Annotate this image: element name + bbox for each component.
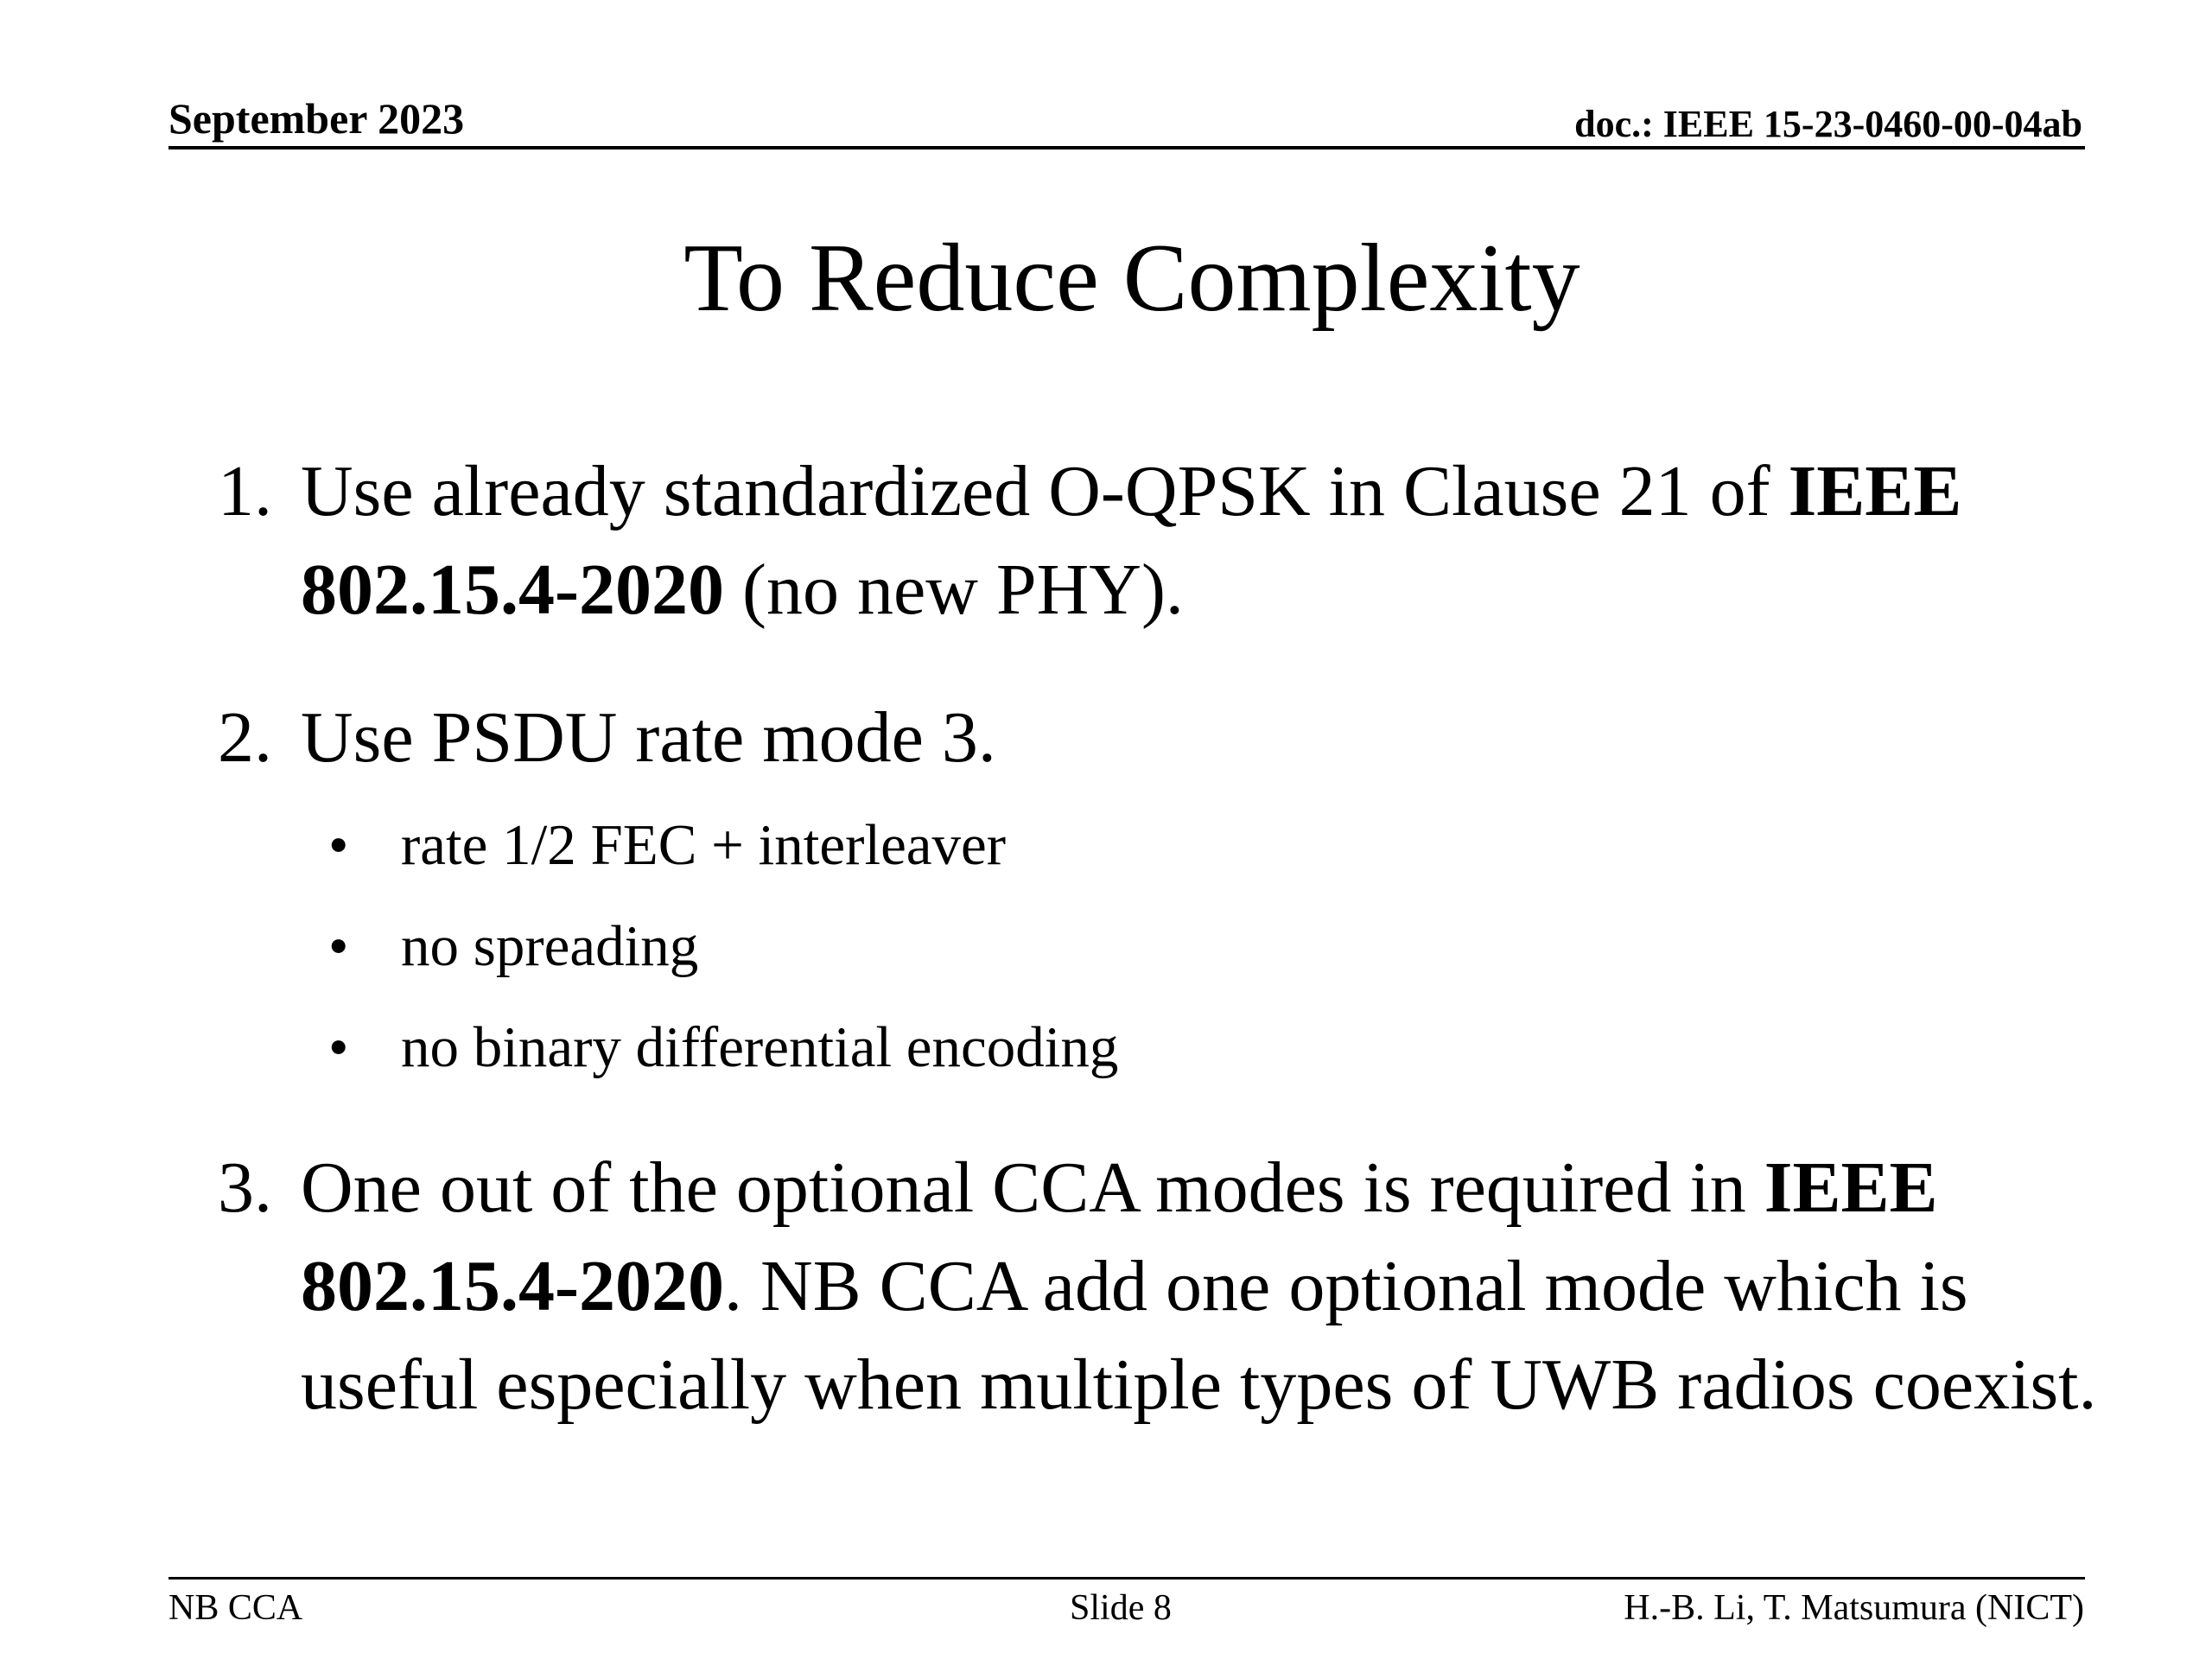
list-item-number: 1. <box>218 451 272 531</box>
list-item-number: 2. <box>218 697 272 778</box>
header-divider <box>168 146 2085 149</box>
slide-number: Slide 8 <box>1070 1588 1172 1628</box>
list-item-text <box>301 689 2098 787</box>
footer-left: NB CCA <box>168 1588 303 1628</box>
text-segment-bold: IEEE 802.15.4-2020 <box>301 1147 1938 1326</box>
text-segment: One out of the optional CCA modes is required in <box>301 1147 1764 1228</box>
text-segment: Use already standardized O-QPSK in Clause 21 of <box>301 451 1789 531</box>
list-item-text <box>301 1139 2098 1434</box>
slide-title: To Reduce Complexity <box>683 225 1580 332</box>
text-segment: (no new PHY). <box>723 550 1184 630</box>
sub-list-item-text: no spreading <box>401 914 699 978</box>
text-segment: . NB CCA add one optional mode which is useful especially when multiple types of UWB radios coexist. <box>301 1246 2097 1425</box>
bullet-icon: • <box>328 813 349 877</box>
bullet-icon: • <box>328 1015 349 1079</box>
sub-list-item <box>328 810 1006 880</box>
footer-authors: H.-B. Li, T. Matsumura (NICT) <box>1624 1588 2084 1628</box>
text-segment: Use PSDU rate mode 3. <box>301 697 996 778</box>
sub-list-item-text: no binary differential encoding <box>401 1015 1119 1079</box>
list-item-text <box>301 442 2098 639</box>
header-doc-number: doc.: IEEE 15-23-0460-00-04ab <box>1574 103 2082 145</box>
footer-divider <box>168 1577 2085 1580</box>
sub-list-item-text: rate 1/2 FEC + interleaver <box>401 813 1007 877</box>
list-item-3 <box>218 1139 2119 1434</box>
sub-list-item <box>328 912 698 981</box>
list-item-1 <box>218 442 2119 639</box>
list-item-number: 3. <box>218 1147 272 1228</box>
text-segment-bold: IEEE 802.15.4-2020 <box>301 451 1962 630</box>
header-date: September 2023 <box>168 94 465 143</box>
list-item-2 <box>218 689 2119 787</box>
sub-list-item <box>328 1013 1118 1082</box>
bullet-icon: • <box>328 914 349 978</box>
